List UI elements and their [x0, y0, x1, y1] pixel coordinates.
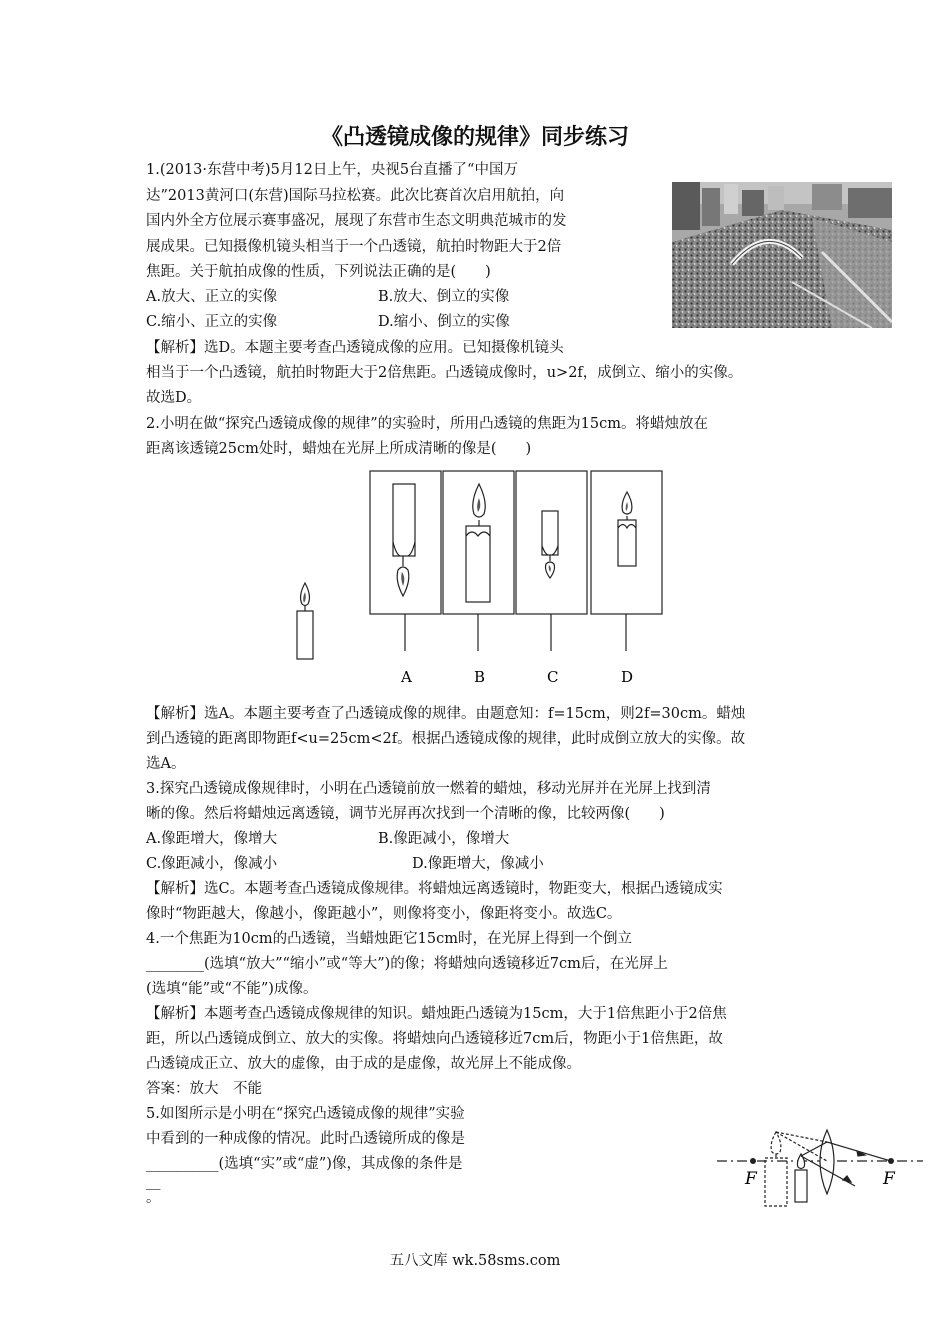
q5-text-line: 中看到的一种成像的情况。此时凸透镜所成的像是 [146, 1131, 465, 1147]
figure-label-d: D [621, 668, 634, 686]
analysis-tag: 【解析】 [146, 340, 204, 356]
q3-analysis-line [146, 879, 723, 899]
q2-analysis-line: 到凸透镜的距离即物距f<u=25cm<2f。根据凸透镜成像的规律，此时成倒立放大的实像。故 [146, 731, 746, 747]
q3-option-d: D.像距增大，像减小 [412, 856, 544, 872]
analysis-tag: 【解析】 [146, 881, 204, 897]
figure-label-b: B [474, 668, 486, 686]
q3-analysis-line: 像时“物距越大，像越小，像距越小”，则像将变小，像距将变小。故选C。 [146, 906, 622, 922]
option-b-frame [443, 471, 514, 651]
q4-answer: 答案：放大 不能 [146, 1081, 262, 1097]
convex-lens-figure [715, 1118, 925, 1214]
analysis-tag: 【解析】 [146, 1006, 204, 1022]
analysis-text: 本题考查凸透镜成像规律的知识。蜡烛距凸透镜为15cm，大于1倍焦距小于2倍焦 [204, 1006, 727, 1022]
q1-analysis-line: 故选D。 [146, 390, 202, 406]
analysis-tag: 【解析】 [146, 706, 204, 722]
q2-text-line: 距离该透镜25cm处时，蜡烛在光屏上所成清晰的像是( ) [146, 441, 532, 457]
q1-text-line: 展成果。已知摄像机镜头相当于一个凸透镜，航拍时物距大于2倍 [146, 239, 562, 255]
candle-image-figure [290, 466, 670, 691]
q1-text-line: 焦距。关于航拍成像的性质，下列说法正确的是( ) [146, 264, 491, 280]
page-title: 《凸透镜成像的规律》同步练习 [320, 125, 629, 150]
analysis-text: 选A。本题主要考查了凸透镜成像的规律。由题意知：f=15cm，则2f=30cm。蜡烛 [204, 706, 746, 722]
q1-text-line: 达”2013黄河口(东营)国际马拉松赛。此次比赛首次启用航拍，向 [146, 188, 565, 204]
q5-text-line: 5.如图所示是小明在“探究凸透镜成像的规律”实验 [146, 1106, 465, 1122]
q1-option-d: D.缩小、倒立的实像 [378, 314, 510, 330]
focus-label-right: F [883, 1169, 895, 1189]
q5-text-line: __________(选填“实”或“虚”)像，其成像的条件是 [146, 1156, 463, 1172]
focal-point-left [750, 1158, 756, 1164]
figure-label-c: C [547, 668, 559, 686]
q1-option-c: C.缩小、正立的实像 [146, 314, 278, 330]
q2-analysis-line [146, 704, 745, 724]
q2-analysis-line: 选A。 [146, 756, 186, 772]
marathon-aerial-photo [672, 182, 892, 328]
q4-analysis-line: 凸透镜成正立、放大的虚像，由于成的是虚像，故光屏上不能成像。 [146, 1056, 581, 1072]
q4-text-line: ________(选填“放大”“缩小”或“等大”)的像；将蜡烛向透镜移近7cm后，在光屏上 [146, 956, 668, 972]
q1-text-line: 1.(2013·东营中考)5月12日上午，央视5台直播了“中国万 [146, 162, 518, 178]
object-candle [297, 583, 313, 659]
q4-analysis-line [146, 1004, 727, 1024]
q3-option-b: B.像距减小，像增大 [378, 831, 510, 847]
q3-option-a: A.像距增大，像增大 [146, 831, 278, 847]
footer-watermark: 五八文库 wk.58sms.com [389, 1253, 561, 1269]
q2-text-line: 2.小明在做“探究凸透镜成像的规律”的实验时，所用凸透镜的焦距为15cm。将蜡烛放在 [146, 416, 708, 432]
q4-text-line: 4.一个焦距为10cm的凸透镜，当蜡烛距它15cm时，在光屏上得到一个倒立 [146, 931, 632, 947]
q1-text-line: 国内外全方位展示赛事盛况，展现了东营市生态文明典范城市的发 [146, 213, 567, 229]
q1-analysis-line: 相当于一个凸透镜，航拍时物距大于2倍焦距。凸透镜成像时，u>2f，成倒立、缩小的实像。 [146, 365, 743, 381]
focus-label-left: F [745, 1169, 757, 1189]
analysis-text: 选D。本题主要考查凸透镜成像的应用。已知摄像机镜头 [204, 340, 564, 356]
option-a-frame [370, 471, 441, 651]
analysis-text: 选C。本题考查凸透镜成像规律。将蜡烛远离透镜时，物距变大，根据凸透镜成实 [204, 881, 723, 897]
q1-option-b: B.放大、倒立的实像 [378, 289, 510, 305]
option-c-frame [516, 471, 587, 651]
q4-analysis-line: 距，所以凸透镜成倒立、放大的实像。将蜡烛向凸透镜移近7cm后，物距小于1倍焦距，故 [146, 1031, 723, 1047]
lens [820, 1130, 834, 1194]
q3-option-c: C.像距减小，像减小 [146, 856, 278, 872]
focal-point-right [888, 1158, 894, 1164]
option-d-frame [591, 471, 662, 651]
q5-text-line: __ [146, 1174, 161, 1190]
virtual-candle-image [765, 1132, 787, 1206]
figure-label-a: A [401, 668, 412, 686]
q5-text-line: 。 [146, 1190, 161, 1206]
q3-text-line: 3.探究凸透镜成像规律时，小明在凸透镜前放一燃着的蜡烛，移动光屏并在光屏上找到清 [146, 781, 711, 797]
q3-text-line: 晰的像。然后将蜡烛远离透镜，调节光屏再次找到一个清晰的像，比较两像( ) [146, 806, 665, 822]
q1-option-a: A.放大、正立的实像 [146, 289, 278, 305]
q4-text-line: (选填“能”或“不能”)成像。 [146, 981, 318, 997]
q1-analysis-line [146, 338, 564, 358]
